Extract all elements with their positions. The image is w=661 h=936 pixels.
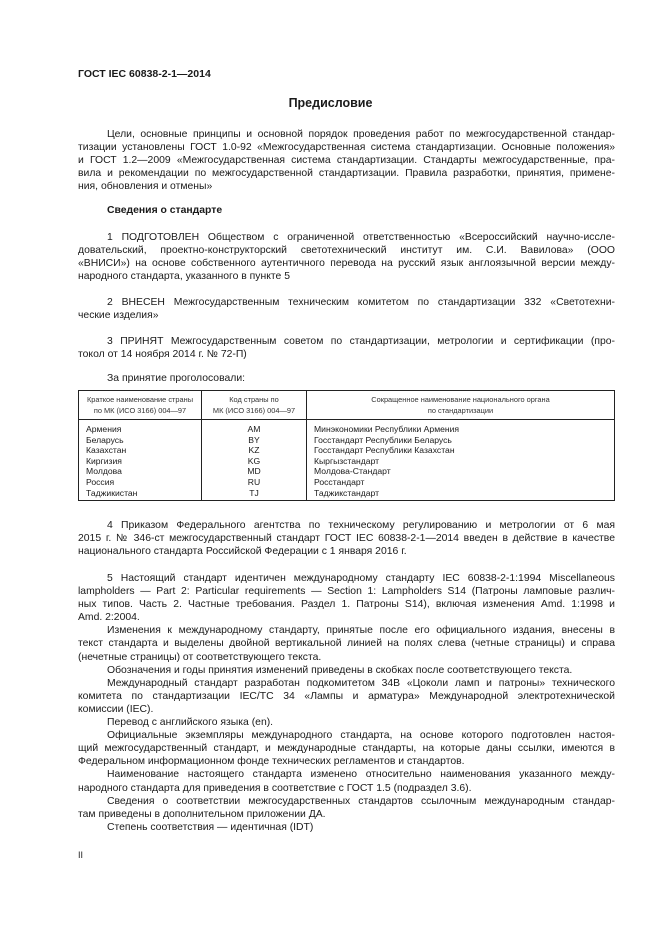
header-line: Краткое наименование страны [86,395,194,404]
text-line: Официальные экземпляры международного стандарта, на основе которого подготовлен настоя- [107,730,615,742]
paragraph [78,768,615,794]
text-line: токол от 14 ноября 2014 г. № 72-П) [78,349,247,361]
item-5-section [78,572,615,834]
table-header-country [79,391,202,420]
section-subtitle: Сведения о стандарте [107,205,223,216]
text-line: Международный стандарт разработан подкомитетом 34В «Цоколи ламп и патроны» технического [107,677,615,689]
header-line: по стандартизации [427,406,494,415]
standards-body: Кыргызстандарт [307,456,615,467]
document-header: ГОСТ IEC 60838-2-1—2014 [78,68,211,80]
country-code: BY [202,435,307,446]
text-line: Наименование настоящего стандарта изменено относительно наименования указанного между- [107,769,615,781]
text-line: 2 ВНЕСЕН Межгосударственным техническим комитетом по стандартизации 332 «Светотехни- [107,297,615,308]
voted-label: За принятие проголосовали: [107,373,246,384]
text-line: Amd. 2:2004. [78,612,140,624]
country-name: Армения [79,420,202,435]
text-line: народного стандарта для приведения в соответствие с ГОСТ 1.5 (подраздел 3.6). [78,782,472,794]
text-line: щий межгосударственный стандарт, и международные стандарты, на которые даны ссылки, имеются в [78,743,615,755]
standards-body: Госстандарт Республики Казахстан [307,445,615,456]
country-name: Беларусь [79,435,202,446]
country-name: Казахстан [79,445,202,456]
standards-body: Росстандарт [307,477,615,488]
text-line: ческие изделия» [78,310,159,322]
text-line: Федеральном информационном фонде технических регламентов и стандартов. [78,756,465,768]
table-header-code [202,391,307,420]
country-code: AM [202,420,307,435]
item-2-paragraph [78,296,615,322]
paragraph [78,716,615,729]
table-row [79,477,615,488]
table-row [79,466,615,477]
paragraph [78,664,615,677]
text-line: ных типов. Часть 2. Частные требования. Раздел 1. Патроны S14), включая изменения Amd. 1:1998 и [78,599,615,611]
text-line: комитета по стандартизации IEC/TC 34 «Лампы и арматура» Международной электротехнической [78,690,615,702]
country-code: TJ [202,488,307,501]
text-line: довательский, проектно-конструкторский светотехнический институт им. С.И. Вавилова» (ООО [78,245,615,257]
text-line: и ГОСТ 1.2—2009 «Межгосударственная система стандартизации. Стандарты межгосударственные, пра- [78,155,615,167]
table-header-body [307,391,615,420]
text-line: 4 Приказом Федерального агентства по техническому регулированию и метрологии от 6 мая [107,520,615,531]
table-row [79,435,615,446]
text-line: народного стандарта, указанного в пункте 5 [78,271,290,283]
item-4-paragraph [78,519,615,558]
page-number: II [78,850,84,860]
table-row [79,456,615,467]
text-line: Обозначения и годы принятия изменений приведены в скобках после соответствующего текста. [107,664,573,676]
country-name: Молдова [79,466,202,477]
text-line: комиссии (IEC). [78,703,154,715]
table-row [79,420,615,435]
paragraph [78,572,615,624]
table-row [79,488,615,501]
country-name: Россия [79,477,202,488]
text-line: 1 ПОДГОТОВЛЕН Обществом с ограниченной ответственностью «Всероссийский научно-иссле- [107,232,615,243]
text-line: Сведения о соответствии межгосударственных стандартов ссылочным международным стандар- [107,795,615,807]
paragraph [78,624,615,663]
text-line: 2015 г. № 346-ст межгосударственный стандарт ГОСТ IEC 60838-2-1—2014 введен в действие в качестве [78,533,615,545]
text-line: национального стандарта Российской Федерации с 1 января 2016 г. [78,546,407,558]
text-line: lampholders — Part 2: Particular requirements — Section 1: Lampholders S14 (Патроны ламповые различ- [78,586,615,598]
header-line: Код страны по [229,395,279,404]
page-title: Предисловие [288,96,373,110]
standards-body: Молдова-Стандарт [307,466,615,477]
text-line: Степень соответствия — идентичная (IDT) [107,821,314,833]
country-name: Киргизия [79,456,202,467]
header-line: по МК (ИСО 3166) 004—97 [93,406,187,415]
text-line: «ВНИСИ») на основе собственного аутентичного перевода на русский язык англоязычной версии между- [78,258,615,270]
item-1-paragraph [78,231,615,283]
standards-body: Минэкономики Республики Армения [307,420,615,435]
text-line: там приведены в дополнительном приложении ДА. [78,808,326,820]
text-line: 5 Настоящий стандарт идентичен международному стандарту IEC 60838-2-1:1994 Miscellaneous [107,573,615,584]
text-line: вила и рекомендации по межгосударственной стандартизации. Правила разработки, принятия, примене- [78,168,615,180]
text-line: ния, обновления и отмены» [78,181,213,193]
text-line: (нечетные страницы) от соответствующего текста. [78,651,322,663]
paragraph [78,729,615,768]
table-row [79,445,615,456]
item-3-paragraph [78,335,615,361]
standards-body: Таджикстандарт [307,488,615,501]
text-line: тизации установлены ГОСТ 1.0‑92 «Межгосударственная система стандартизации. Основные положения» [78,142,615,154]
text-line: Изменения к международному стандарту, принятые после его официального издания, внесены в [107,625,615,637]
paragraph [78,821,615,834]
text-line: 3 ПРИНЯТ Межгосударственным советом по стандартизации, метрологии и сертификации (про- [107,336,615,347]
intro-paragraph [78,128,615,193]
voting-countries-table [78,390,615,501]
header-line: МК (ИСО 3166) 004—97 [212,406,296,415]
header-line: Сокращенное наименование национального органа [371,395,550,404]
paragraph [78,795,615,821]
text-line: текст стандарта и выделены двойной вертикальной линией на полях слева (четные страницы) и справа [78,638,615,650]
country-code: KG [202,456,307,467]
country-name: Таджикистан [79,488,202,501]
country-code: RU [202,477,307,488]
country-code: MD [202,466,307,477]
text-line: Цели, основные принципы и основной порядок проведения работ по межгосударственной стандар- [107,129,615,140]
standards-body: Госстандарт Республики Беларусь [307,435,615,446]
country-code: KZ [202,445,307,456]
paragraph [78,677,615,716]
text-line: Перевод с английского языка (en). [107,717,274,729]
